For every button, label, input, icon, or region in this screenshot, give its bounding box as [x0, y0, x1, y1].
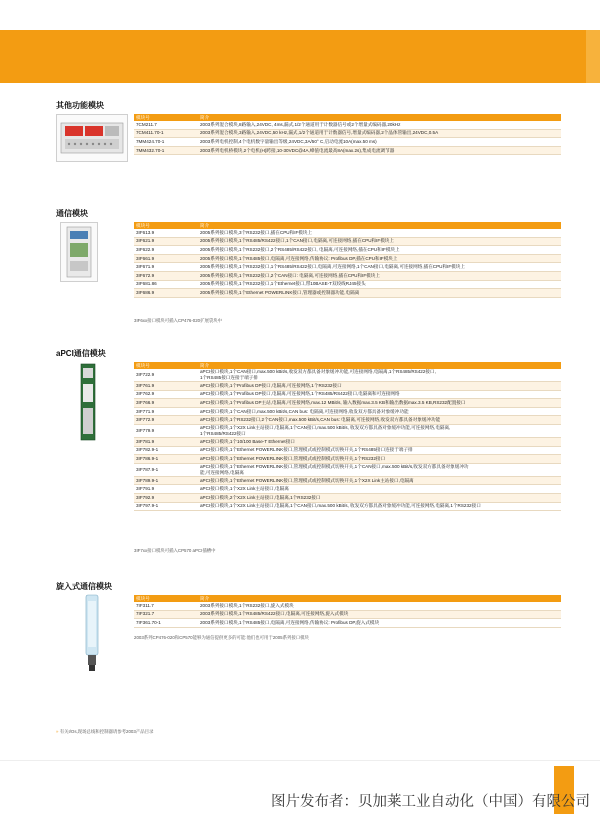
module-number: 3IF771.9	[134, 407, 198, 416]
table-row	[134, 476, 561, 485]
module-description: aPCI接口模块,1个10/100 Base-T Ethernet接口	[198, 437, 561, 446]
table-row	[134, 485, 561, 494]
module-number: 7CM211.7	[134, 121, 198, 129]
apci-note: 3IF7xx接口模块可插入CP570 aPCI插槽中	[134, 548, 216, 553]
table-row	[134, 138, 561, 147]
module-description: 2005系列接口模块,1个RS232接口,1个RS485/RS422接口,电隔离,可连接网络,1个CAN接口,电隔离,可连接网络,插在CPU和IF模块上	[198, 263, 561, 272]
table-row	[134, 369, 561, 382]
module-number: 7MM432.70-1	[134, 146, 198, 155]
table-row	[134, 229, 561, 237]
other-rows	[134, 121, 561, 155]
table-row	[134, 416, 561, 425]
table-row	[134, 254, 561, 263]
table-row	[134, 455, 561, 464]
apci-rows	[134, 369, 561, 511]
module-description: aPCI接口模块,1个Ethernet POWERLINK接口,管理模式或控制模式切换开关,1个RS485接口连接于端子排	[198, 446, 561, 455]
module-number: 3IF762.9	[134, 390, 198, 399]
module-number: 3IF672.9	[134, 271, 198, 280]
header-banner-edge	[586, 30, 600, 83]
module-description: 2003系列接口模块,1个RS485接口,电隔离,可连接网络,传输协议: Profibus DP,旋入式模块	[198, 619, 561, 628]
apci-card-image	[78, 362, 98, 442]
module-description: aPCI接口模块,1个RS232接口,2个CAN接口,max.500 kBit/s,CAN bus: 电隔离,可连接网络,收发双方都具备对象缓冲功能	[198, 416, 561, 425]
table-row	[134, 382, 561, 391]
section-title: 旋入式通信模块	[56, 582, 112, 591]
table-row	[134, 446, 561, 455]
col-description: 简介	[198, 595, 561, 602]
module-number: 3IF782.9-1	[134, 446, 198, 455]
rotary-rows	[134, 602, 561, 627]
table-row	[134, 619, 561, 628]
comm-module-image	[60, 222, 98, 282]
module-number: 3IF613.9	[134, 229, 198, 237]
col-module-no: 模块号	[134, 595, 198, 602]
table-row	[134, 399, 561, 408]
module-number: 3IF681.86	[134, 280, 198, 289]
module-number: 3IF797.9-1	[134, 502, 198, 511]
col-module-no: 模块号	[134, 114, 198, 121]
rotary-note: 2003系列CP476-020和CP570能够为通信提供更多的可能:他们也可用于2005系列接口模块	[134, 635, 309, 640]
io-module-image	[56, 114, 128, 162]
module-description: aPCI接口模块,1个X2X Link主站接口,电隔离	[198, 485, 561, 494]
divider	[0, 760, 600, 761]
col-module-no: 模块号	[134, 222, 198, 229]
module-description: aPCI接口模块,1个X2X Link主站接口,电隔离,1个CAN接口,max.500 kBit/s, 收发双方都具备对象缓冲功能,可连接网络,电隔离, 1个RS485/RS422接口	[198, 424, 561, 437]
table-row	[134, 502, 561, 511]
arrow-icon: »	[56, 729, 59, 734]
module-description: aPCI接口模块,1个CAN接口,max.500 kBit/s,收发双方都具备对象缓冲功能,可连接网络,电隔离,1个RS485/RS422接口, 1个RS485接口连接于端子排	[198, 369, 561, 382]
other-modules-table	[134, 114, 561, 155]
apci-modules-table	[134, 362, 561, 511]
module-description: 2005系列接口模块,1个RS485接口,电隔离,可连接网络,传输协议: Profibus DP,插在CPU和IF模块上	[198, 254, 561, 263]
table-row	[134, 493, 561, 502]
module-number: 3IF781.9	[134, 437, 198, 446]
col-description: 简介	[198, 362, 561, 369]
section-apci-modules	[56, 348, 561, 560]
table-row	[134, 407, 561, 416]
module-number: 3IF772.9	[134, 416, 198, 425]
module-number: 3IF791.9	[134, 485, 198, 494]
module-description: aPCI接口模块,1个Profibus DP接口,电隔离,可连接网络,1个RS485/RS422接口,电隔离和可连接网络	[198, 390, 561, 399]
table-row	[134, 437, 561, 446]
module-number: 7MM424.70-1	[134, 138, 198, 147]
module-description: 2005系列接口模块,1个RS232接口,2个RS485/RS422接口, 电隔离,可连接网络,插在CPU和IF模块上	[198, 246, 561, 255]
module-number: 3IF761.9	[134, 382, 198, 391]
rotary-modules-table	[134, 595, 561, 628]
module-description: 2003系列接口模块,1个RS485/RS422接口,电隔离,可连接网络,旋入式模块	[198, 610, 561, 619]
module-description: 2003系列混合模块,3路输入,24VDC,50 kHz,漏式,1/2个通道用于计数器信号,增量式编码器,2个晶体管输出,24VDC,0.5A	[198, 129, 561, 138]
module-description: aPCI接口模块,1个Ethernet POWERLINK接口,管理模式或控制模式切换开关,1个X2X Link主站接口,电隔离	[198, 476, 561, 485]
table-row	[134, 271, 561, 280]
table-row	[134, 237, 561, 246]
publisher-watermark: 图片发布者：贝加莱工业自动化（中国）有限公司	[271, 794, 590, 810]
section-title: aPCI通信模块	[56, 349, 106, 358]
module-description: aPCI接口模块,1个Profibus DP主站,电隔离,可连接网络,max.12 MBit/s, 输入数据max.3.5 KB和输出数据max.3.5 KB,RS232配置接口	[198, 399, 561, 408]
footnote	[56, 729, 153, 735]
module-description: aPCI接口模块,1个Ethernet POWERLINK接口,管理模式或控制模式切换开关,1个CAN接口,max.500 kBit/s,收发双方都具备对象缓冲功 能,可连接网络,电隔离	[198, 463, 561, 476]
table-row	[134, 129, 561, 138]
table-row	[134, 263, 561, 272]
col-module-no: 模块号	[134, 362, 198, 369]
module-number: 7CM411.70-1	[134, 129, 198, 138]
table-row	[134, 424, 561, 437]
module-number: 3IF671.9	[134, 263, 198, 272]
module-description: aPCI接口模块,1个X2X Link主站接口,电隔离,1个CAN接口,max.500 kBit/s, 收发双方都具备对象缓冲功能,可连接网络,电隔离,1个RS232接口	[198, 502, 561, 511]
table-row	[134, 280, 561, 289]
module-number: 3IF621.9	[134, 237, 198, 246]
module-number: 7IF311.7	[134, 602, 198, 610]
module-number: 7IF321.7	[134, 610, 198, 619]
module-number: 3IF792.9	[134, 493, 198, 502]
footnote-text: 有关I/Os,现场总线和控制器请参考2003产品目录	[59, 729, 154, 734]
module-description: 2003系列电机桥模块,2个电机(H)跨接,10-30VDC@4A,峰值电流最高8A(max.2s),集成电流调节器	[198, 146, 561, 155]
module-number: 3IF787.9-1	[134, 463, 198, 476]
module-description: aPCI接口模块,1个Profibus DP接口,电隔离,可连接网络,1个RS232接口	[198, 382, 561, 391]
module-description: 2005系列接口模块,1个RS232接口,2个CAN接口: 电隔离,可连接网络,插在CPU和IF模块上	[198, 271, 561, 280]
module-description: 2003系列电机控制,4个电机数字量输出等级,24VDC,3A/50° C,启动电流10A(max.50 ms)	[198, 138, 561, 147]
section-other-modules	[56, 100, 561, 180]
module-number: 7IF361.70-1	[134, 619, 198, 628]
module-description: 2005系列接口模块,1个RS485/RS422接口,1个CAN接口,电隔离,可连接网络,插在CPU和IF模块上	[198, 237, 561, 246]
header-banner	[0, 30, 600, 83]
section-title: 其他功能模块	[56, 101, 104, 110]
table-row	[134, 146, 561, 155]
table-row	[134, 246, 561, 255]
module-number: 3IF789.9-1	[134, 476, 198, 485]
table-row	[134, 463, 561, 476]
comm-note: 3IF6xx接口模块可插入CP476-020扩展袋块中	[134, 318, 223, 323]
module-description: aPCI接口模块,1个CAN接口,max.500 kBit/s,CAN bus: 电隔离,可连接网络,收发双方都具备对象缓冲功能	[198, 407, 561, 416]
module-number: 3IF661.9	[134, 254, 198, 263]
comm-modules-table	[134, 222, 561, 298]
table-row	[134, 390, 561, 399]
section-comm-modules	[56, 208, 561, 338]
table-row	[134, 610, 561, 619]
table-row	[134, 289, 561, 298]
module-number: 3IF786.9-1	[134, 455, 198, 464]
col-description: 简介	[198, 114, 561, 121]
module-description: 2005系列接口模块,1个RS232接口,1个Ethernet接口,带10BASE-T双绞线RJ45接头	[198, 280, 561, 289]
section-title: 通信模块	[56, 209, 88, 218]
module-description: 2003系列接口模块,1个RS232接口,旋入式模块	[198, 602, 561, 610]
module-number: 3IF622.9	[134, 246, 198, 255]
comm-rows	[134, 229, 561, 297]
module-number: 3IF766.9	[134, 399, 198, 408]
module-number: 3IF686.9	[134, 289, 198, 298]
table-row	[134, 121, 561, 129]
rotary-module-image	[82, 593, 102, 673]
module-description: aPCI接口模块,2个X2X Link主站接口,电隔离,1个RS232接口	[198, 493, 561, 502]
section-rotary-modules	[56, 581, 561, 661]
col-description: 简介	[198, 222, 561, 229]
table-row	[134, 602, 561, 610]
module-number: 3IF779.9	[134, 424, 198, 437]
module-description: 2005系列接口模块,1个Ethernet POWERLINK接口,管理器或控制器功能,电隔离	[198, 289, 561, 298]
module-number: 3IF722.9	[134, 369, 198, 382]
module-description: 2003系列混合模块,8路输入,24VDC, 4ms,漏式,1/2个通道用于计数器信号或2个增量式编码器,20kHz	[198, 121, 561, 129]
module-description: 2005系列接口模块,3个RS232接口,插在CPU和IF模块上	[198, 229, 561, 237]
module-description: aPCI接口模块,1个Ethernet POWERLINK接口,管理模式或控制模式切换开关,1个RS232接口	[198, 455, 561, 464]
